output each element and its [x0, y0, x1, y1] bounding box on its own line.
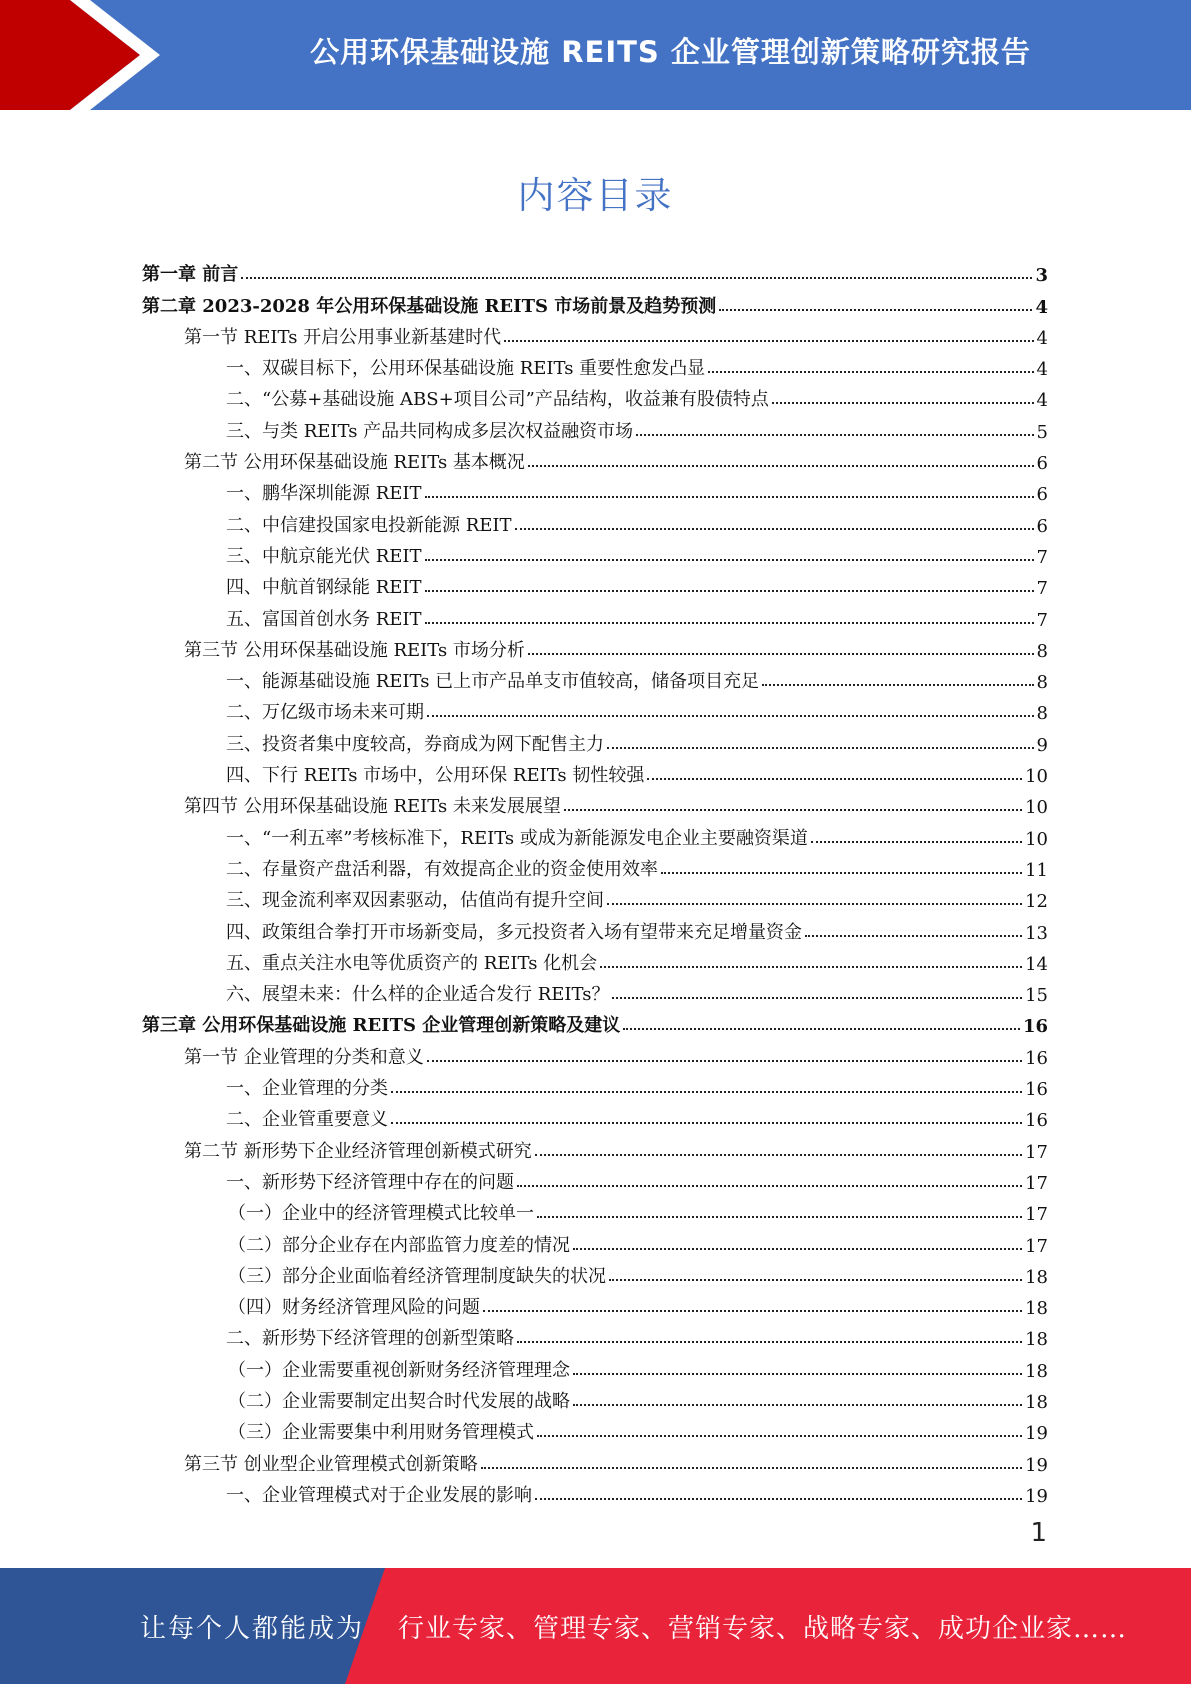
toc-leader-dots [528, 653, 1034, 655]
footer-slogan-right: 行业专家、管理专家、营销专家、战略专家、成功企业家…… [398, 1613, 1128, 1644]
toc-entry-title: 六、展望未来：什么样的企业适合发行 REITs？ [226, 984, 610, 1006]
toc-entry-page: 18 [1025, 1360, 1048, 1382]
toc-entry-page: 10 [1025, 766, 1048, 788]
toc-entry-title: 二、新形势下经济管理的创新型策略 [226, 1328, 514, 1350]
toc-entry[interactable] [142, 662, 1048, 693]
toc-entry-title: 四、下行 REITs 市场中，公用环保 REITs 韧性较强 [226, 765, 645, 787]
toc-leader-dots [623, 1028, 1020, 1030]
footer-slogan-left: 让每个人都能成为 [140, 1613, 365, 1644]
toc-leader-dots [517, 1341, 1022, 1343]
toc-entry-title: 第一节 REITs 开启公用事业新基建时代 [184, 326, 502, 348]
toc-leader-dots [762, 684, 1033, 686]
toc-entry-page: 8 [1036, 672, 1048, 694]
toc-entry-page: 11 [1025, 859, 1048, 881]
toc-entry[interactable] [142, 1225, 1048, 1256]
toc-entry-title: 一、鹏华深圳能源 REIT [226, 483, 422, 505]
toc-entry-title: （二）部分企业存在内部监管力度差的情况 [228, 1234, 570, 1256]
toc-entry-title: 二、万亿级市场未来可期 [226, 702, 424, 724]
toc-heading: 内容目录 [517, 174, 674, 217]
toc-entry-page: 6 [1036, 453, 1048, 475]
toc-leader-dots [391, 1122, 1022, 1124]
toc-entry[interactable] [142, 1413, 1048, 1444]
toc-leader-dots [609, 1279, 1022, 1281]
toc-entry-title: 三、投资者集中度较高，券商成为网下配售主力 [226, 733, 604, 755]
toc-entry-title: 一、“一利五率”考核标准下，REITs 或成为新能源发电企业主要融资渠道 [226, 827, 808, 849]
toc-entry-page: 6 [1036, 515, 1048, 537]
toc-entry[interactable] [142, 1476, 1048, 1507]
toc-entry-page: 4 [1036, 390, 1048, 412]
toc-entry-title: （一）企业需要重视创新财务经济管理理念 [228, 1359, 570, 1381]
toc-entry-page: 4 [1036, 327, 1048, 349]
toc-entry[interactable] [142, 411, 1048, 442]
toc-entry[interactable] [142, 505, 1048, 536]
toc-entry-page: 14 [1025, 953, 1048, 975]
toc-entry[interactable] [142, 1257, 1048, 1288]
toc-entry-page: 16 [1025, 1079, 1048, 1101]
toc-entry[interactable] [142, 818, 1048, 849]
toc-entry-page: 7 [1036, 609, 1048, 631]
toc-entry-title: 二、“公募+基础设施 ABS+项目公司”产品结构，收益兼有股债特点 [226, 389, 769, 411]
toc-entry-title: 第三节 创业型企业管理模式创新策略 [184, 1453, 478, 1475]
toc-entry-page: 17 [1025, 1204, 1048, 1226]
toc-entry-page: 17 [1025, 1235, 1048, 1257]
toc-leader-dots [537, 1216, 1022, 1218]
toc-entry-title: 第二节 新形势下企业经济管理创新模式研究 [184, 1140, 532, 1162]
toc-entry-page: 16 [1025, 1047, 1048, 1069]
toc-leader-dots [573, 1404, 1022, 1406]
toc-leader-dots [391, 1091, 1022, 1093]
toc-leader-dots [537, 1435, 1022, 1437]
toc-leader-dots [600, 966, 1022, 968]
toc-entry-title: 五、重点关注水电等优质资产的 REITs 化机会 [226, 952, 598, 974]
toc-entry-page: 18 [1025, 1329, 1048, 1351]
toc-leader-dots [661, 872, 1022, 874]
toc-entry[interactable] [142, 912, 1048, 943]
toc-leader-dots [805, 935, 1022, 937]
toc-leader-dots [425, 622, 1034, 624]
toc-entry[interactable] [142, 568, 1048, 599]
toc-entry-title: 第三章 公用环保基础设施 REITS 企业管理创新策略及建议 [142, 1015, 621, 1037]
toc-entry[interactable] [142, 599, 1048, 630]
toc-entry[interactable] [142, 787, 1048, 818]
toc-entry[interactable] [142, 1194, 1048, 1225]
toc-entry-page: 18 [1025, 1266, 1048, 1288]
toc-entry-title: （一）企业中的经济管理模式比较单一 [228, 1203, 534, 1225]
toc-entry[interactable] [142, 1288, 1048, 1319]
toc-leader-dots [564, 809, 1022, 811]
toc-leader-dots [607, 903, 1022, 905]
page-number: 1 [1030, 1518, 1047, 1548]
toc-entry[interactable] [142, 944, 1048, 975]
toc-entry-title: 三、中航京能光伏 REIT [226, 545, 422, 567]
toc-entry[interactable] [142, 975, 1048, 1006]
toc-leader-dots [573, 1373, 1022, 1375]
toc-entry[interactable] [142, 850, 1048, 881]
table-of-contents [142, 255, 1048, 1507]
toc-leader-dots [425, 496, 1034, 498]
toc-entry-page: 16 [1022, 1016, 1048, 1038]
toc-entry-title: 第一章 前言 [142, 264, 239, 286]
toc-leader-dots [719, 309, 1032, 311]
toc-leader-dots [811, 841, 1022, 843]
toc-entry-title: 四、中航首钢绿能 REIT [226, 577, 422, 599]
toc-entry-page: 19 [1025, 1454, 1048, 1476]
toc-entry-page: 9 [1036, 734, 1048, 756]
toc-entry-title: 二、存量资产盘活利器，有效提高企业的资金使用效率 [226, 858, 658, 880]
toc-entry-title: 三、现金流利率双因素驱动，估值尚有提升空间 [226, 890, 604, 912]
toc-entry[interactable] [142, 318, 1048, 349]
toc-leader-dots [607, 747, 1034, 749]
toc-entry[interactable] [142, 1131, 1048, 1162]
toc-entry-page: 18 [1025, 1298, 1048, 1320]
toc-entry-title: 一、双碳目标下，公用环保基础设施 REITs 重要性愈发凸显 [226, 358, 706, 380]
toc-entry-page: 16 [1025, 1110, 1048, 1132]
toc-entry-page: 4 [1036, 359, 1048, 381]
toc-entry-page: 10 [1025, 797, 1048, 819]
toc-entry[interactable] [142, 1100, 1048, 1131]
toc-leader-dots [528, 465, 1034, 467]
footer-banner [0, 1568, 1191, 1684]
toc-leader-dots [483, 1310, 1022, 1312]
toc-entry[interactable] [142, 881, 1048, 912]
toc-leader-dots [535, 1154, 1022, 1156]
toc-entry-page: 4 [1035, 296, 1048, 318]
toc-entry-page: 7 [1036, 546, 1048, 568]
toc-entry[interactable] [142, 724, 1048, 755]
toc-entry-title: 二、中信建投国家电投新能源 REIT [226, 514, 512, 536]
toc-entry[interactable] [142, 1069, 1048, 1100]
toc-entry-page: 19 [1025, 1423, 1048, 1445]
toc-leader-dots [427, 1060, 1022, 1062]
toc-leader-dots [425, 590, 1034, 592]
toc-leader-dots [573, 1248, 1022, 1250]
header-banner [0, 0, 1191, 110]
toc-entry-page: 18 [1025, 1391, 1048, 1413]
toc-entry-title: 第二节 公用环保基础设施 REITs 基本概况 [184, 452, 525, 474]
toc-entry-page: 13 [1025, 922, 1048, 944]
toc-entry-page: 3 [1035, 265, 1048, 287]
toc-leader-dots [708, 371, 1033, 373]
report-title: 公用环保基础设施 REITS 企业管理创新策略研究报告 [310, 34, 1031, 69]
toc-entry-title: （四）财务经济管理风险的问题 [228, 1297, 480, 1319]
toc-entry[interactable] [142, 286, 1048, 317]
toc-leader-dots [427, 715, 1034, 717]
toc-leader-dots [241, 277, 1032, 279]
toc-entry-title: 一、企业管理的分类 [226, 1078, 388, 1100]
toc-entry[interactable] [142, 1006, 1048, 1037]
toc-entry-page: 17 [1025, 1172, 1048, 1194]
toc-leader-dots [517, 1185, 1022, 1187]
toc-entry-page: 19 [1025, 1485, 1048, 1507]
toc-entry[interactable] [142, 255, 1048, 286]
toc-leader-dots [535, 1498, 1022, 1500]
toc-entry-page: 15 [1025, 985, 1048, 1007]
toc-entry-title: （二）企业需要制定出契合时代发展的战略 [228, 1390, 570, 1412]
toc-leader-dots [772, 402, 1034, 404]
toc-entry[interactable] [142, 1163, 1048, 1194]
toc-entry-page: 5 [1036, 421, 1048, 443]
toc-leader-dots [647, 778, 1022, 780]
toc-entry[interactable] [142, 380, 1048, 411]
toc-entry[interactable] [142, 443, 1048, 474]
toc-entry-page: 10 [1025, 828, 1048, 850]
toc-entry-title: 第一节 企业管理的分类和意义 [184, 1046, 424, 1068]
toc-entry[interactable] [142, 1350, 1048, 1381]
toc-entry-page: 6 [1036, 484, 1048, 506]
toc-entry-title: 第三节 公用环保基础设施 REITs 市场分析 [184, 639, 525, 661]
toc-entry-title: 三、与类 REITs 产品共同构成多层次权益融资市场 [226, 420, 634, 442]
toc-entry[interactable] [142, 474, 1048, 505]
toc-entry-page: 17 [1025, 1141, 1048, 1163]
toc-leader-dots [515, 528, 1034, 530]
toc-entry[interactable] [142, 631, 1048, 662]
toc-entry-page: 12 [1025, 891, 1048, 913]
toc-entry-title: 五、富国首创水务 REIT [226, 608, 422, 630]
toc-leader-dots [481, 1467, 1022, 1469]
toc-entry[interactable] [142, 756, 1048, 787]
toc-entry[interactable] [142, 537, 1048, 568]
toc-entry-title: 四、政策组合拳打开市场新变局，多元投资者入场有望带来充足增量资金 [226, 921, 802, 943]
toc-leader-dots [425, 559, 1034, 561]
toc-entry-title: 第二章 2023-2028 年公用环保基础设施 REITS 市场前景及趋势预测 [142, 295, 717, 317]
toc-entry-title: 一、能源基础设施 REITs 已上市产品单支市值较高，储备项目充足 [226, 671, 760, 693]
toc-entry[interactable] [142, 1037, 1048, 1068]
toc-entry-title: 二、企业管重要意义 [226, 1109, 388, 1131]
toc-entry-page: 8 [1036, 703, 1048, 725]
toc-entry-page: 8 [1036, 640, 1048, 662]
toc-entry[interactable] [142, 1444, 1048, 1475]
toc-entry[interactable] [142, 1382, 1048, 1413]
toc-entry-title: 一、企业管理模式对于企业发展的影响 [226, 1484, 532, 1506]
toc-entry[interactable] [142, 349, 1048, 380]
toc-entry-page: 7 [1036, 578, 1048, 600]
toc-entry[interactable] [142, 693, 1048, 724]
toc-entry[interactable] [142, 1319, 1048, 1350]
toc-entry-title: 第四节 公用环保基础设施 REITs 未来发展展望 [184, 796, 561, 818]
toc-leader-dots [504, 340, 1033, 342]
toc-leader-dots [636, 434, 1033, 436]
toc-entry-title: （三）企业需要集中利用财务管理模式 [228, 1422, 534, 1444]
toc-entry-title: （三）部分企业面临着经济管理制度缺失的状况 [228, 1265, 606, 1287]
toc-entry-title: 一、新形势下经济管理中存在的问题 [226, 1171, 514, 1193]
toc-leader-dots [612, 997, 1022, 999]
